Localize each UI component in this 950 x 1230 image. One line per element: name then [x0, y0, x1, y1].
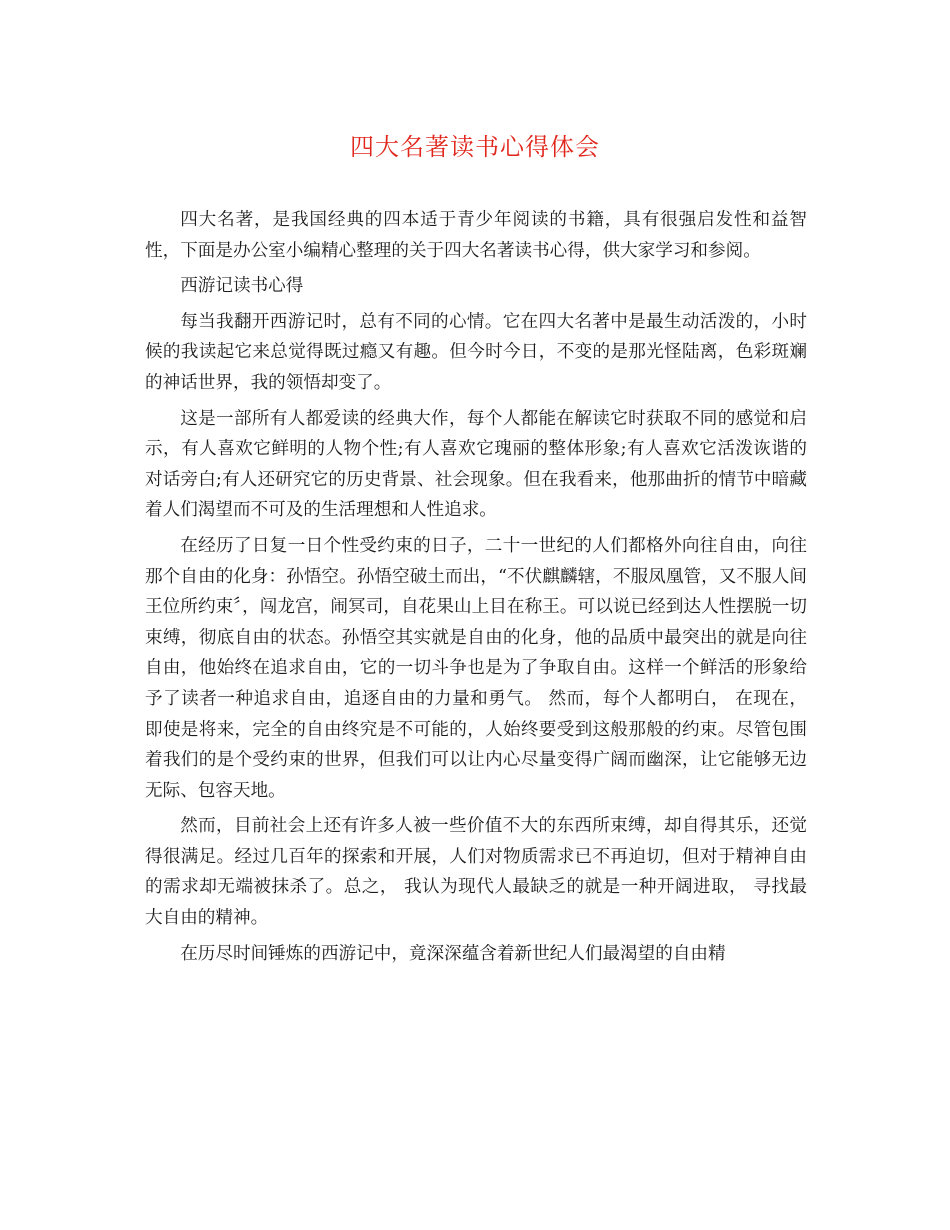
intro-paragraph: 四大名著，是我国经典的四本适于青少年阅读的书籍，具有很强启发性和益智性，下面是办公室小编精心整理的关于四大名著读书心得，供大家学习和参阅。 [145, 210, 807, 261]
body-paragraph: 这是一部所有人都爱读的经典大作，每个人都能在解读它时获取不同的感觉和启示，有人喜欢它鲜明的人物个性;有人喜欢它瑰丽的整体形象;有人喜欢它活泼诙谐的对话旁白;有人还研究它的历史背景、社会现象。但在我看来，他那曲折的情节中暗藏着人们渴望而不可及的生活理想和人性追求。 [145, 408, 807, 521]
body-paragraph: 每当我翻开西游记时，总有不同的心情。它在四大名著中是最生动活泼的，小时候的我读起它来总觉得既过瘾又有趣。但今时今日，不变的是那光怪陆离，色彩斑斓的神话世界，我的领悟却变了。 [145, 311, 807, 393]
body-paragraph: 在经历了日复一日个性受约束的日子，二十一世纪的人们都格外向往自由，向往那个自由的化身：孙悟空。孙悟空破土而出，“不伏麒麟辖，不服凤凰管，又不服人间王位所约束〞，闯龙宫，闹冥司，自花果山上目在称王。可以说已经到达人性摆脱一切束缚，彻底自由的状态。孙悟空其实就是自由的化身，他的品质中最突出的就是向往自由，他始终在追求自由，它的一切斗争也是为了争取自由。这样一个鲜活的形象给予了读者一种追求自由，追逐自由的力量和勇气。 然而，每个人都明白， 在现在，即使是将来，完全的自由终究是不可能的，人始终要受到这般那般的约束。尽管包围着我们的是个受约束的世界，但我们可以让内心尽量变得广阔而幽深，让它能够无边无际、包容天地。 [145, 535, 807, 801]
body-paragraph: 然而，目前社会上还有许多人被一些价值不大的东西所束缚，却自得其乐，还觉得很满足。经过几百年的探索和开展，人们对物质需求已不再迫切，但对于精神自由的需求却无端被抹杀了。总之， 我认为现代人最缺乏的就是一种开阔进取， 寻找最大自由的精神。 [145, 816, 807, 929]
document-body [145, 205, 807, 974]
body-paragraph: 在历尽时间锤炼的西游记中，竟深深蕴含着新世纪人们最渴望的自由精 [180, 943, 726, 964]
section-heading: 西游记读书心得 [180, 276, 304, 297]
document-title: 四大名著读书心得体会 [350, 133, 600, 161]
